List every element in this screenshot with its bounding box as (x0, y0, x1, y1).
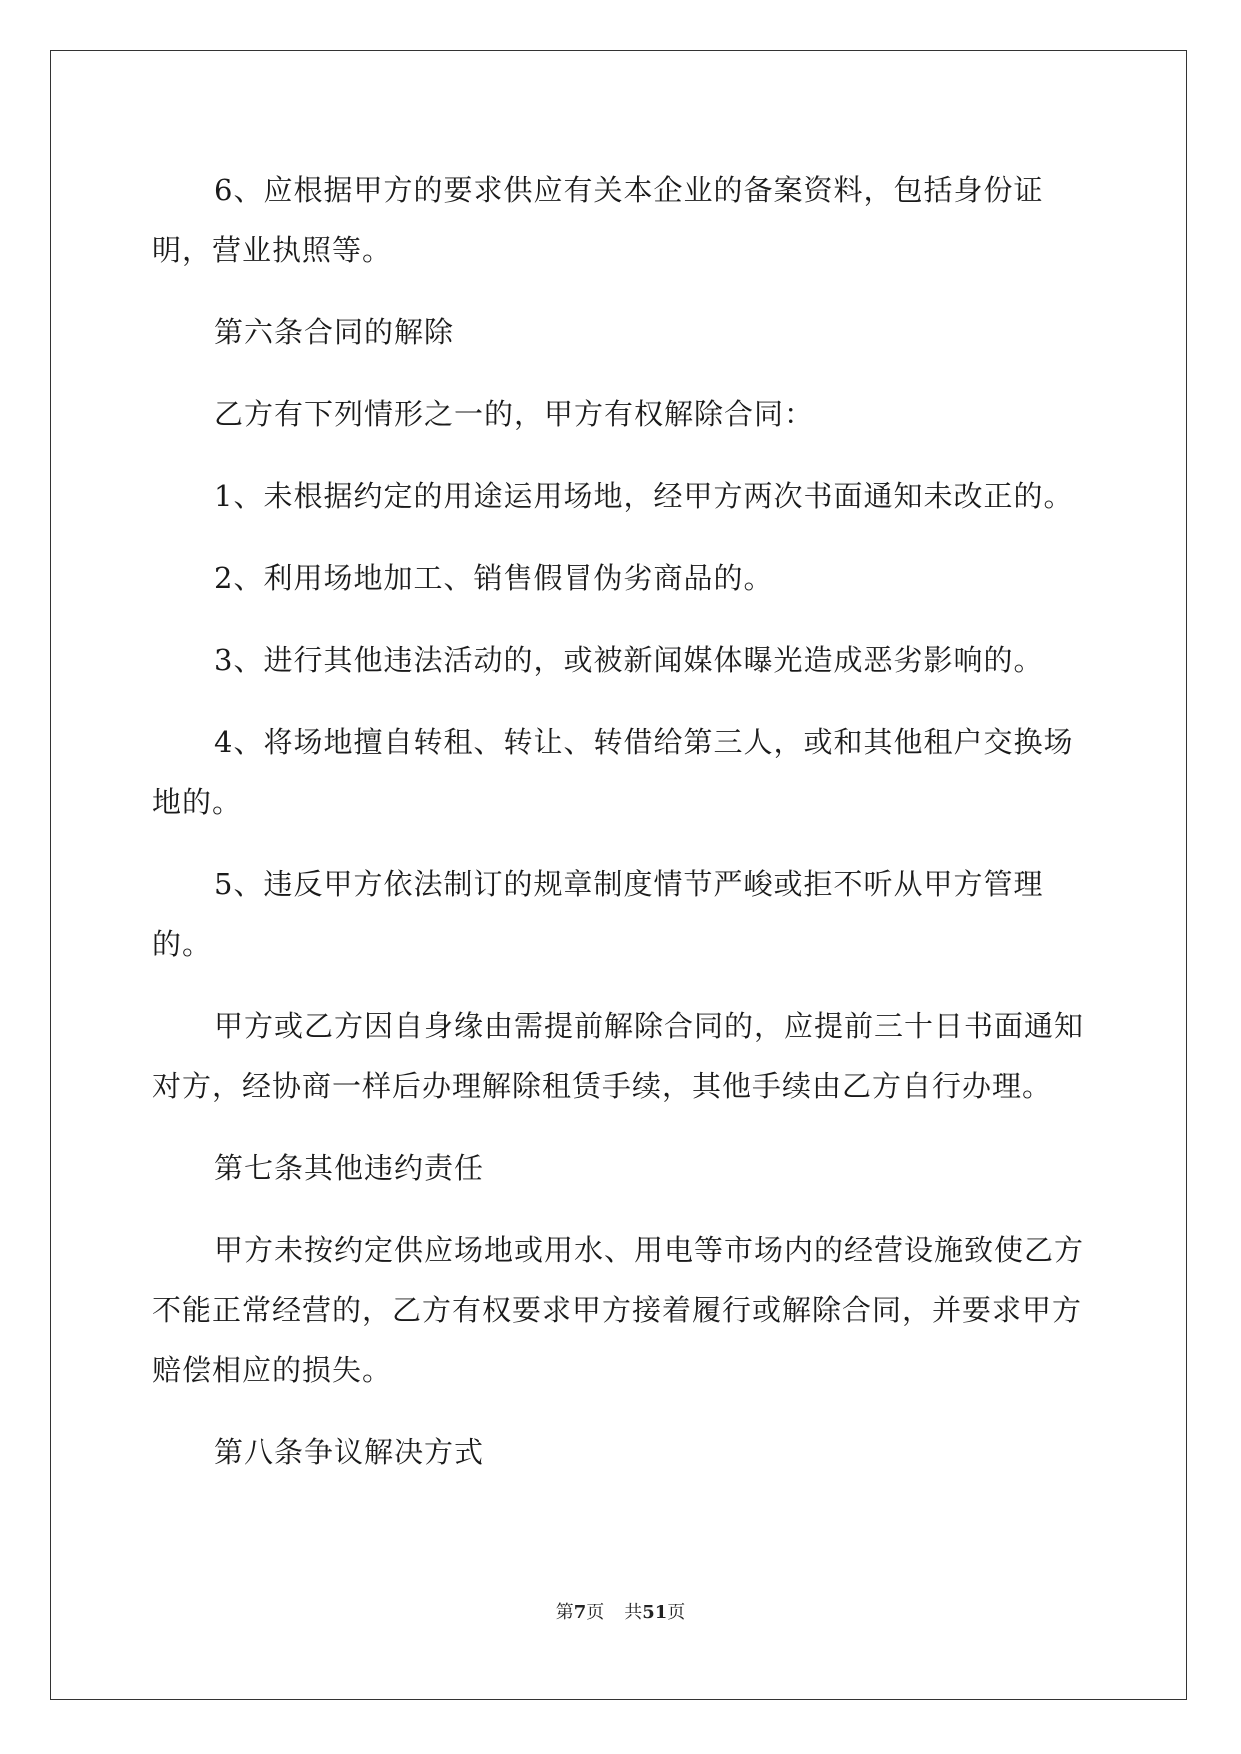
paragraph-other-liability: 甲方未按约定供应场地或用水、用电等市场内的经营设施致使乙方不能正常经营的，乙方有权要求甲方接着履行或解除合同，并要求甲方赔偿相应的损失。 (152, 1233, 1085, 1387)
section-heading-article-7: 第七条其他违约责任 (214, 1151, 485, 1185)
paragraph-termination-item-2: 2、利用场地加工、销售假冒伪劣商品的。 (214, 561, 774, 595)
footer-total-suffix: 页 (667, 1602, 686, 1623)
footer-page-number: 7 (573, 1602, 587, 1623)
section-heading-article-6: 第六条合同的解除 (214, 315, 455, 349)
paragraph-termination-item-5: 5、违反甲方依法制订的规章制度情节严峻或拒不听从甲方管理的。 (152, 867, 1044, 961)
section-heading-article-8: 第八条争议解决方式 (214, 1435, 485, 1469)
paragraph-termination-item-4: 4、将场地擅自转租、转让、转借给第三人，或和其他租户交换场地的。 (152, 725, 1074, 819)
document-body (152, 160, 1087, 1504)
footer-total-pages: 51 (642, 1602, 668, 1623)
footer-prefix: 第 (555, 1602, 574, 1623)
footer-page-suffix: 页 (586, 1602, 605, 1623)
paragraph-clause-6: 6、应根据甲方的要求供应有关本企业的备案资料，包括身份证明，营业执照等。 (152, 173, 1044, 267)
footer-total-prefix: 共 (624, 1602, 643, 1623)
paragraph-termination-item-3: 3、进行其他违法活动的，或被新闻媒体曝光造成恶劣影响的。 (214, 643, 1044, 677)
page-footer (0, 1598, 1241, 1624)
paragraph-termination-intro: 乙方有下列情形之一的，甲方有权解除合同： (214, 397, 815, 431)
paragraph-termination-item-1: 1、未根据约定的用途运用场地，经甲方两次书面通知未改正的。 (214, 479, 1074, 513)
paragraph-early-termination: 甲方或乙方因自身缘由需提前解除合同的，应提前三十日书面通知对方，经协商一样后办理解除租赁手续，其他手续由乙方自行办理。 (152, 1009, 1085, 1103)
